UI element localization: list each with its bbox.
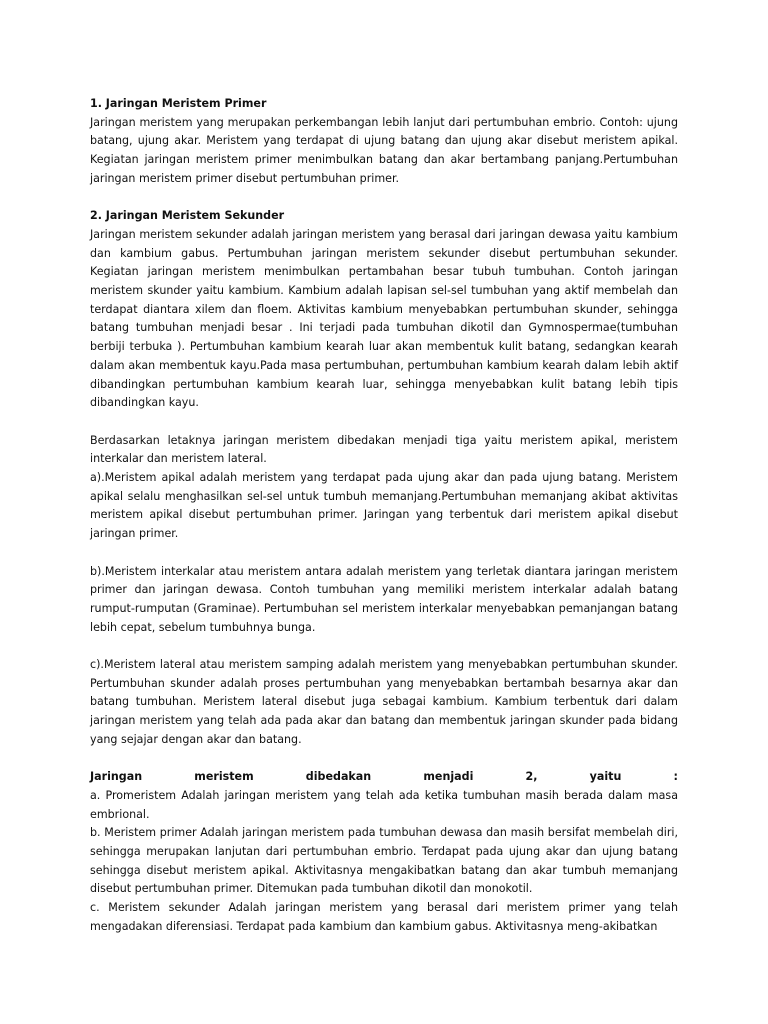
paragraph-gap	[90, 750, 678, 769]
division-heading-word: Jaringan	[90, 770, 143, 784]
location-item-c: c).Meristem lateral atau meristem samping adalah meristem yang menyebabkan pertumbuhan skunder. Pertumbuhan skunder adalah proses pertumbuhan yang menyebabkan bertambah besarnya akar dan batang tumbuhan. Meristem lateral disebut juga sebagai kambium. Kambium terbentuk dari dalam jaringan meristem yang telah ada pada akar dan batang dan membentuk jaringan skunder pada bidang yang sejajar dengan akar dan batang.	[90, 658, 678, 746]
document-page	[90, 95, 678, 937]
division-heading-word: yaitu	[589, 770, 622, 784]
paragraph-gap	[90, 544, 678, 563]
section-1-heading: 1. Jaringan Meristem Primer	[90, 97, 267, 110]
section-1-body: Jaringan meristem yang merupakan perkembangan lebih lanjut dari pertumbuhan embrio. Contoh: ujung batang, ujung akar. Meristem yang terdapat di ujung batang dan ujung akar disebut meristem apikal. Kegiatan jaringan meristem primer menimbulkan batang dan akar bertambang panjang.Pertumbuhan jaringan meristem primer disebut pertumbuhan primer.	[90, 115, 678, 185]
division-heading-word: :	[673, 770, 678, 784]
paragraph-gap	[90, 637, 678, 656]
division-heading-word: dibedakan	[305, 770, 372, 784]
division-heading-word: menjadi	[423, 770, 474, 784]
section-2-heading: 2. Jaringan Meristem Sekunder	[90, 209, 285, 223]
location-intro: Berdasarkan letaknya jaringan meristem dibedakan menjadi tiga yaitu meristem apikal, meristem interkalar dan meristem lateral.	[90, 433, 678, 466]
division-item-c: c. Meristem sekunder Adalah jaringan meristem yang berasal dari meristem primer yang telah mengadakan diferensiasi. Terdapat pada kambium dan kambium gabus. Aktivitasnya meng-akibatkan	[90, 901, 678, 933]
division-heading-word: meristem	[194, 770, 254, 784]
division-item-a: a. Promeristem Adalah jaringan meristem yang telah ada ketika tumbuhan masih berada dalam masa embrional.	[90, 788, 678, 821]
location-item-b: b).Meristem interkalar atau meristem antara adalah meristem yang terletak diantara jaringan meristem primer dan jaringan dewasa. Contoh tumbuhan yang memiliki meristem interkalar adalah batang rumput-rumputan (Graminae). Pertumbuhan sel meristem interkalar menyebabkan pemanjangan batang lebih cepat, sebelum tumbuhnya bunga.	[90, 564, 678, 634]
section-2-body: Jaringan meristem sekunder adalah jaringan meristem yang berasal dari jaringan dewasa yaitu kambium dan kambium gabus. Pertumbuhan jaringan meristem sekunder disebut pertumbuhan sekunder. Kegiatan jaringan meristem menimbulkan pertambahan besar tubuh tumbuhan. Contoh jaringan meristem skunder yaitu kambium. Kambium adalah lapisan sel-sel tumbuhan yang aktif membelah dan terdapat diantara xilem dan floem. Aktivitas kambium menyebabkan pertumbuhan skunder, sehingga batang tumbuhan menjadi besar . Ini terjadi pada tumbuhan dikotil dan Gymnospermae(tumbuhan berbiji terbuka ). Pertumbuhan kambium kearah luar akan membentuk kulit batang, sedangkan kearah dalam akan membentuk kayu.Pada masa pertumbuhan, pertumbuhan kambium kearah dalam lebih aktif dibandingkan pertumbuhan kambium kearah luar, sehingga menyebabkan kulit batang lebih tipis dibandingkan kayu.	[90, 227, 678, 410]
division-heading-word: 2,	[525, 770, 538, 784]
paragraph-gap	[90, 413, 678, 432]
paragraph-gap	[90, 189, 678, 208]
division-heading	[90, 768, 678, 787]
division-item-b: b. Meristem primer Adalah jaringan meristem pada tumbuhan dewasa dan masih bersifat membelah diri, sehingga merupakan lanjutan dari pertumbuhan embrio. Terdapat pada ujung akar dan ujung batang sehingga disebut meristem apikal. Aktivitasnya mengakibatkan batang dan akar tumbuh memanjang disebut pertumbuhan primer. Ditemukan pada tumbuhan dikotil dan monokotil.	[90, 826, 678, 896]
location-item-a: a).Meristem apikal adalah meristem yang terdapat pada ujung akar dan pada ujung batang. Meristem apikal selalu menghasilkan sel-sel untuk tumbuh memanjang.Pertumbuhan memanjang akibat aktivitas meristem apikal disebut pertumbuhan primer. Jaringan yang terbentuk dari meristem apikal disebut jaringan primer.	[90, 471, 678, 541]
